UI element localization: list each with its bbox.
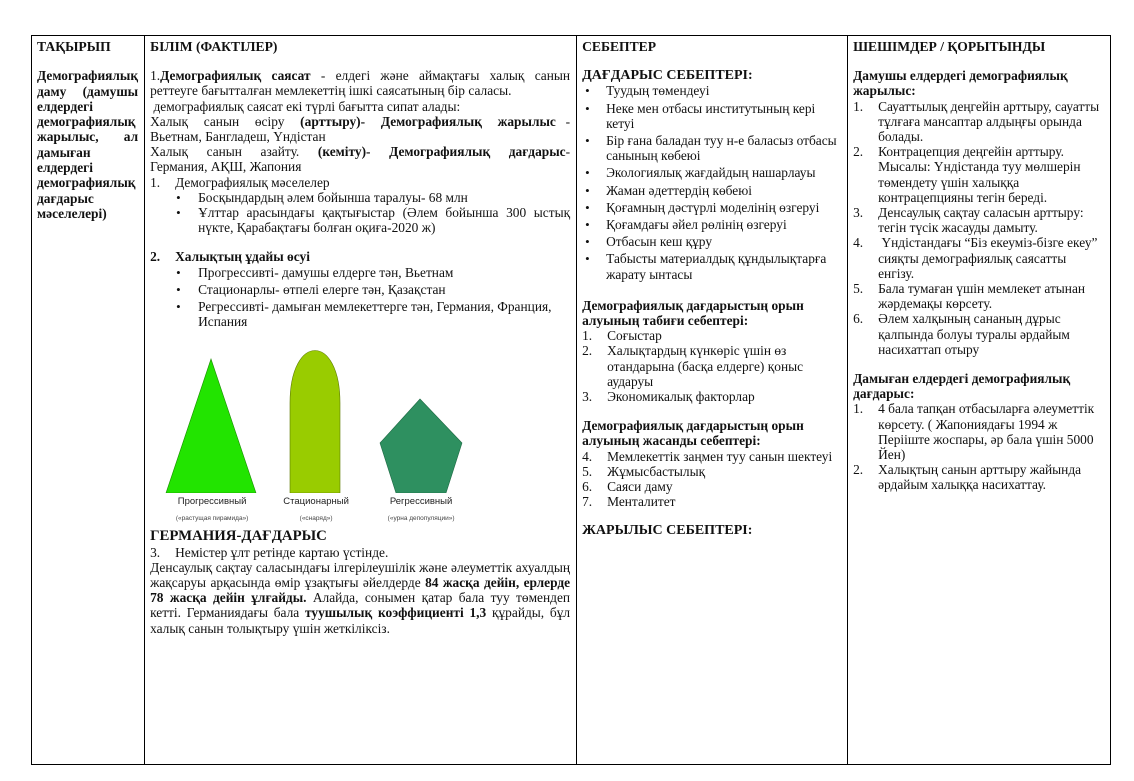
growth-list	[150, 249, 570, 264]
progressive-sublabel: («растущая пирамида»)	[175, 515, 249, 523]
policy-directions: демографиялық саясат екі түрлі бағытта сипат алады:	[150, 98, 461, 114]
list-item	[582, 479, 841, 494]
progressive-label: Прогрессивный	[177, 496, 247, 508]
policy-term: Демографиялық саясат	[160, 68, 311, 84]
item-number: 2.	[582, 343, 593, 359]
explosion-causes-title: ЖАРЫЛЫС СЕБЕПТЕРІ:	[582, 523, 753, 539]
crisis-causes-title: ДАҒДАРЫС СЕБЕПТЕРІ:	[582, 68, 753, 84]
causes-column	[577, 36, 848, 765]
list-item: • Регрессивті- дамыған мемлекеттерге тән, Германия, Франция, Испания	[150, 299, 570, 329]
knowledge-header: БІЛІМ (ФАКТІЛЕР)	[150, 39, 278, 54]
item-number: 4.	[582, 448, 593, 464]
policy-growth	[150, 114, 570, 144]
item-text: Соғыстар	[607, 328, 662, 344]
growth-item	[150, 249, 570, 264]
list-item	[853, 235, 1104, 281]
germany-crisis-title: ГЕРМАНИЯ-ДАҒДАРЫС	[150, 528, 327, 545]
list-item	[853, 281, 1104, 311]
item-text: 4 бала тапқан отбасыларға әлеуметтік көрсету. ( Жапониядағы 1994 ж Перііште жоспары, әр бала үшін 5000 Йен)	[878, 401, 1095, 463]
germany-text: Алайда, сонымен қатар бала туу төмендеп кетті. Германиядағы бала	[150, 590, 571, 621]
list-item	[582, 464, 841, 479]
item-text: Мемлекеттік заңмен туу санын шектеуі	[607, 448, 833, 464]
list-item: • Табысты материалдық құндылықтарға жарату ынтасы	[582, 251, 841, 281]
list-item: • Отбасын кеш құру	[582, 234, 841, 249]
item-number: 1.	[150, 68, 161, 84]
list-item: • Қоғамның дәстүрлі моделінің өзгеруі	[582, 200, 841, 215]
solutions-column	[848, 36, 1111, 765]
item-text: Экономикалық факторлар	[607, 389, 755, 405]
reduction-text: Халық санын азайту.	[150, 144, 318, 160]
item-number: 2.	[853, 462, 864, 478]
item-text: Жұмысбастылық	[607, 463, 706, 479]
problems-bullets	[150, 190, 570, 236]
item-number: 3.	[853, 205, 864, 221]
list-item: • Прогрессивті- дамушы елдерге тән, Вьетнам	[150, 265, 570, 280]
crisis-causes-list	[582, 83, 841, 281]
population-pyramids-figure	[150, 343, 570, 533]
germany-paragraph	[150, 560, 570, 636]
list-item: • Жаман әдеттердің көбеюі	[582, 183, 841, 198]
item-number: 5.	[582, 463, 593, 479]
item-number: 1.	[853, 98, 864, 114]
germany-item	[150, 545, 570, 560]
item-number: 3.	[150, 544, 161, 560]
developing-title: Дамушы елдердегі демографиялық жарылыс:	[853, 68, 1068, 99]
growth-term: (арттыру)- Демографиялық жарылыс	[300, 113, 556, 129]
list-item: • Стационарлы- өтпелі елерге тән, Қазақстан	[150, 282, 570, 297]
item-number: 3.	[582, 389, 593, 405]
item-number: 6.	[853, 311, 864, 327]
developed-solutions-list	[853, 401, 1104, 492]
item-number: 2.	[150, 249, 161, 265]
item-text: Менталитет	[607, 494, 676, 510]
germany-lifespan: 84 жасқа дейін, ерлерде 78 жасқа дейін ұлғайды.	[150, 575, 571, 606]
item-number: 5.	[853, 281, 864, 297]
item-number: 2.	[853, 144, 864, 160]
list-item	[853, 144, 1104, 205]
item-text: Әлем халқының сананың дұрыс қалпында болуы туралы әрдайым насихаттап отыру	[878, 311, 1070, 357]
list-item: • Бір ғана баладан туу н-е баласыз отбасы санының көбеюі	[582, 133, 841, 163]
stationary-sublabel: («снаряд»)	[299, 515, 333, 523]
item-text: Үндістандағы “Біз екеуміз-бізге екеу” сияқты демографиялық саясатты енгізу.	[878, 235, 1101, 281]
item-number: 6.	[582, 479, 593, 495]
list-item: • Экологиялық жағдайдың нашарлауы	[582, 165, 841, 180]
growth-countries: - Вьетнам, Бангладеш, Үндістан	[150, 113, 571, 145]
problems-list	[150, 175, 570, 190]
germany-text: құрайды, бұл халық санын толықтыру үшін жеткіліксіз.	[150, 605, 571, 636]
lesson-table	[31, 35, 1111, 765]
list-item	[853, 99, 1104, 145]
item-text: Сауаттылық деңгейін арттыру, сауатты тұлғаға мансаптар алдыңғы орында болады.	[878, 98, 1100, 145]
problems-item	[150, 175, 570, 190]
stationary-pyramid-shape	[290, 351, 340, 494]
item-number: 1.	[582, 328, 593, 344]
regressive-pyramid-shape	[380, 399, 462, 493]
artificial-causes-title: Демографиялық дағдарыстың орын алуының жасанды себептері:	[582, 418, 804, 449]
item-text: Халықтардың күнкөріс үшін өз отандарына (басқа елдерге) қоныс аударуы	[607, 343, 804, 389]
list-item	[853, 205, 1104, 235]
item-number: 1.	[853, 401, 864, 417]
causes-header: СЕБЕПТЕР	[582, 39, 657, 54]
item-number: 7.	[582, 494, 593, 510]
germany-point: Немістер ұлт ретінде картаю үстінде.	[175, 544, 389, 560]
list-item	[853, 401, 1104, 462]
regressive-sublabel: («урна депопуляции»)	[387, 515, 455, 523]
list-item: • Босқындардың әлем бойынша таралуы- 68 млн	[150, 190, 570, 205]
germany-list	[150, 545, 570, 560]
list-item	[582, 449, 841, 464]
list-item: • Ұлттар арасындағы қақтығыстар (Әлем бойынша 300 ыстық нүкте, Қарабақтағы болған оқиға-2020 ж)	[150, 205, 570, 235]
progressive-pyramid-shape	[166, 359, 256, 493]
list-item	[853, 462, 1104, 492]
growth-text: Халық санын өсіру	[150, 113, 301, 129]
list-item: • Қоғамдағы әйел рөлінің өзгеруі	[582, 217, 841, 232]
reduction-countries: - Германия, АҚШ, Жапония	[150, 144, 571, 175]
item-text: Денсаулық сақтау саласын арттыру: тегін түсік жасауды дамыту.	[878, 205, 1091, 236]
item-number: 4.	[853, 235, 864, 251]
growth-bullets	[150, 265, 570, 330]
topic-text: Демографиялық даму (дамушы елдердегі демографиялық жарылыс, ал дамыған елдердегі демографиялық дағдарыс мәселелері)	[37, 68, 139, 221]
reduction-term: (кеміту)- Демографиялық дағдарыс	[317, 144, 566, 160]
germany-fertility: туушылық коэффициенті 1,3	[304, 605, 487, 621]
item-text: Бала тумаған үшін мемлекет атынан жәрдемақы көрсету.	[878, 281, 1086, 312]
item-text: Контрацепция деңгейін арттыру. Мысалы: Үндістанда туу мөлшерін төмендету үшін халыққа контрацепцияны тегін береді.	[878, 144, 1081, 205]
developing-solutions-list	[853, 99, 1104, 357]
topic-column	[32, 36, 145, 765]
germany-text: Денсаулық сақтау саласындағы ілгерілеушілік және әлеуметтік ахуалдың жақсаруы арқасында өмір ұзақтығы әйелдерде	[150, 559, 571, 591]
list-item	[582, 328, 841, 343]
natural-causes-list	[582, 328, 841, 404]
item-text: Саяси даму	[607, 479, 673, 495]
stationary-label: Стационарный	[283, 496, 349, 508]
list-item	[853, 311, 1104, 357]
policy-definition-text: - елдегі және аймақтағы халық санын реттеуге бағытталған мемлекеттің ішкі саясатының бір саласы.	[150, 68, 571, 99]
item-number: 1.	[150, 174, 161, 190]
growth-title: Халықтың ұдайы өсуі	[175, 249, 310, 265]
solutions-header: ШЕШІМДЕР / ҚОРЫТЫНДЫ	[853, 39, 1046, 54]
developed-title: Дамыған елдердегі демографиялық дағдарыс:	[853, 371, 1071, 402]
policy-definition	[150, 68, 570, 98]
list-item: • Туудың төмендеуі	[582, 83, 841, 98]
topic-header: ТАҚЫРЫП	[37, 39, 111, 54]
policy-reduction	[150, 144, 570, 174]
natural-causes-title: Демографиялық дағдарыстың орын алуының табиғи себептері:	[582, 297, 804, 329]
problems-title: Демографиялық мәселелер	[175, 174, 330, 190]
list-item: • Неке мен отбасы институтының кері кетуі	[582, 101, 841, 131]
item-text: Халықтың санын арттыру жайында әрдайым халыққа насихаттау.	[878, 462, 1082, 493]
regressive-label: Регрессивный	[389, 496, 453, 508]
list-item	[582, 494, 841, 509]
list-item	[582, 343, 841, 389]
list-item	[582, 389, 841, 404]
pyramid-shapes	[150, 343, 570, 493]
knowledge-column	[145, 36, 577, 765]
artificial-causes-list	[582, 449, 841, 510]
